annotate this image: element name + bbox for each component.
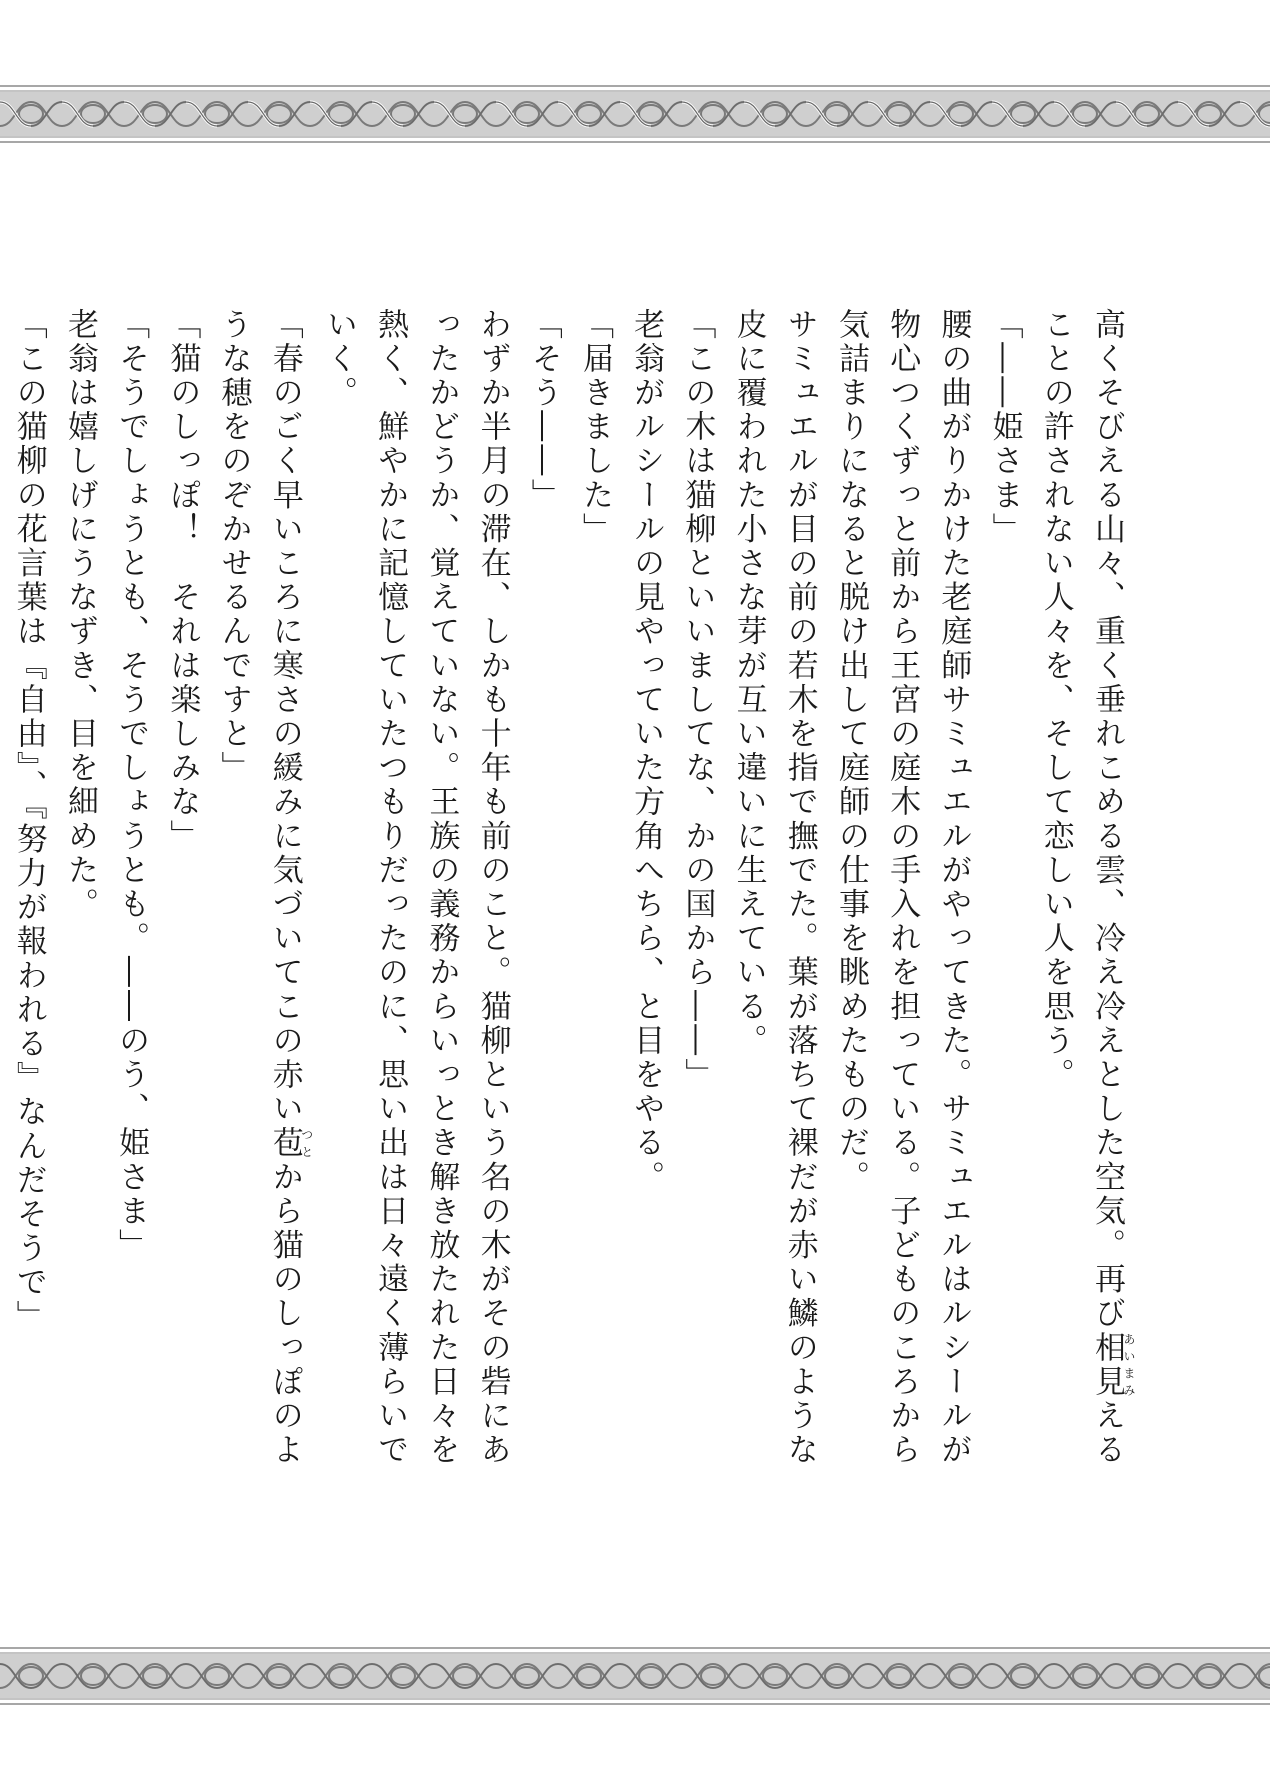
paragraph-2: 「――姫さま」 — [986, 308, 1023, 547]
paragraph-9: わずか半月の滞在、しかも十年も前のこと。猫柳という名の木がその砦にあったかどうか、覚えていない。王族の義務からいっとき解き放たれた日々を熱く、鮮やかに記憶していたつもりだったのに、思い出は日々遠く薄らいでいく。 — [320, 308, 511, 1468]
decorative-border-bottom — [0, 1642, 1270, 1710]
paragraph-3: 腰の曲がりかけた老庭師サミュエルがやってきた。サミュエルはルシールが物心つくずっと前から王宮の庭木の手入れを担っている。子どものころから気詰まりになると脱け出して庭師の仕事を眺めたものだ。 — [832, 308, 972, 1468]
novel-text-body — [10, 308, 1136, 1478]
paragraph-11: 「猫のしっぽ！ それは楽しみな」 — [164, 308, 201, 854]
paragraph-14: 「この猫柳の花言葉は『自由』、『努力が報われる』なんだそうで」 — [10, 308, 47, 1335]
paragraph-12: 「そうでしょうとも、そうでしょうとも。――のう、姫さま」 — [113, 308, 150, 1263]
paragraph-13: 老翁は嬉しげにうなずき、目を細めた。 — [61, 308, 98, 922]
paragraph-10: 「春のごく早いころに寒さの緩みに気づいてこの赤い苞つとから猫のしっぽのような穂をのぞかせるんですと」 — [215, 308, 314, 1468]
paragraph-4: サミュエルが目の前の若木を指で撫でた。葉が落ちて裸だが赤い鱗のような皮に覆われた小さな芽が互い違いに生えている。 — [730, 308, 818, 1468]
decorative-border-top — [0, 80, 1270, 148]
paragraph-5: 「この木は猫柳といいましてな、かの国から――」 — [679, 308, 716, 1093]
paragraph-7: 「届きました」 — [576, 308, 613, 547]
paragraph-6: 老翁がルシールの見やっていた方角へちら、と目をやる。 — [628, 308, 665, 1195]
paragraph-8: 「そう――」 — [525, 308, 562, 513]
paragraph-1: 高くそびえる山々、重く垂れこめる雲、冷え冷えとした空気。再び相見あいまみえることの許されない人々を、そして恋しい人を思う。 — [1037, 308, 1136, 1468]
